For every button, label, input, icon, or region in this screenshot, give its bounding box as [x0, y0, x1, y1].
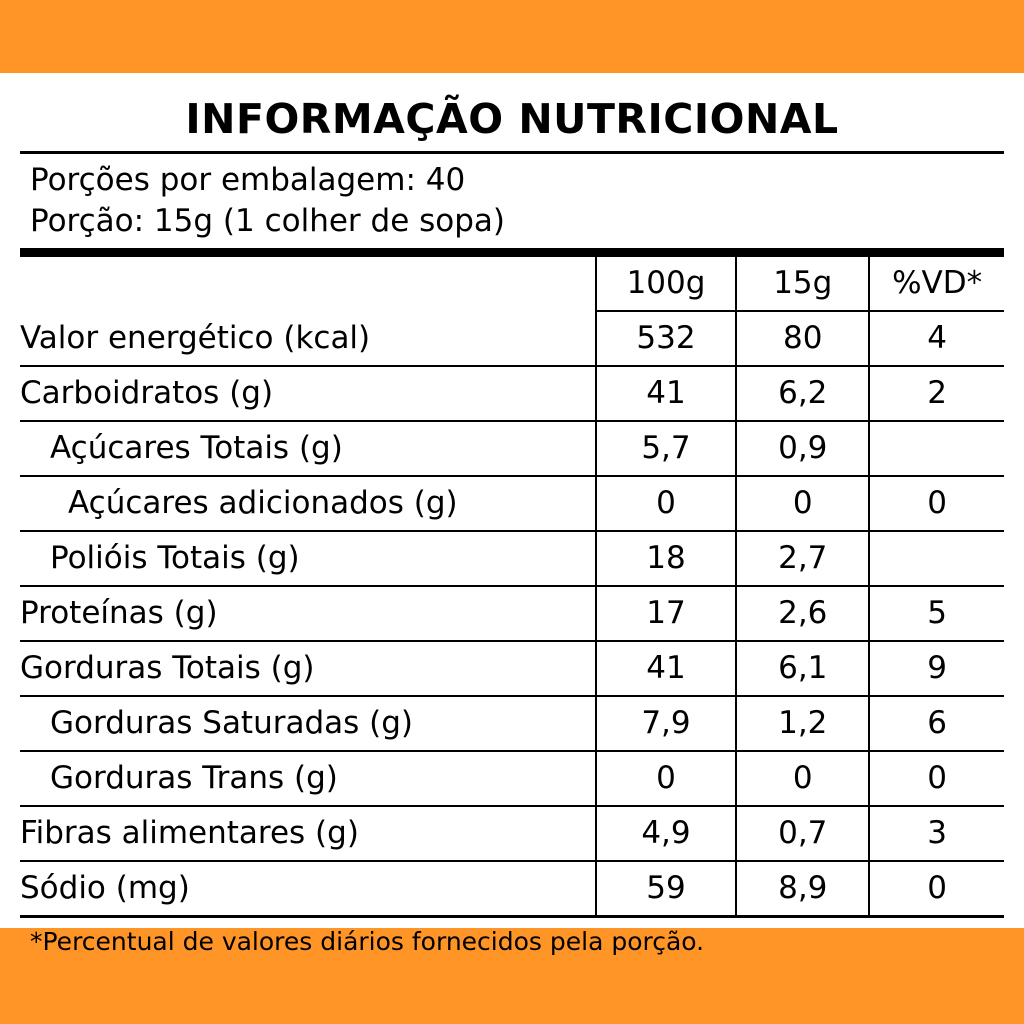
value-per-100g: 7,9	[596, 696, 737, 751]
value-daily-percent: 3	[869, 806, 1004, 861]
nutrient-name: Gorduras Totais (g)	[20, 641, 596, 696]
nutrient-name: Proteínas (g)	[20, 586, 596, 641]
value-daily-percent: 6	[869, 696, 1004, 751]
value-per-serving: 0,9	[736, 421, 869, 476]
table-row	[20, 366, 1004, 421]
value-per-serving: 6,2	[736, 366, 869, 421]
value-per-serving: 0,7	[736, 806, 869, 861]
nutrient-name: Fibras alimentares (g)	[20, 806, 596, 861]
value-per-serving: 0	[736, 751, 869, 806]
value-per-100g: 41	[596, 366, 737, 421]
value-per-100g: 4,9	[596, 806, 737, 861]
serving-size: Porção: 15g (1 colher de sopa)	[30, 203, 506, 240]
value-daily-percent: 5	[869, 586, 1004, 641]
table-row	[20, 476, 1004, 531]
nutrition-facts-label	[0, 73, 1024, 957]
page-title: INFORMAÇÃO NUTRICIONAL	[185, 95, 839, 143]
nutrient-name: Polióis Totais (g)	[20, 531, 596, 586]
value-per-serving: 6,1	[736, 641, 869, 696]
value-per-serving: 1,2	[736, 696, 869, 751]
nutrient-name: Açúcares Totais (g)	[20, 421, 596, 476]
table-header-row	[20, 257, 1004, 311]
value-daily-percent: 0	[869, 751, 1004, 806]
value-daily-percent	[869, 531, 1004, 586]
column-header-per-serving: 15g	[736, 257, 869, 311]
value-daily-percent	[869, 421, 1004, 476]
header-divider	[20, 248, 1004, 257]
value-daily-percent: 4	[869, 311, 1004, 366]
value-daily-percent: 2	[869, 366, 1004, 421]
table-row	[20, 806, 1004, 861]
value-daily-percent: 0	[869, 861, 1004, 917]
value-per-100g: 41	[596, 641, 737, 696]
column-header-daily-value: %VD*	[869, 257, 1004, 311]
column-header-nutrient	[20, 257, 596, 311]
nutrient-name: Gorduras Saturadas (g)	[20, 696, 596, 751]
value-per-100g: 17	[596, 586, 737, 641]
table-row	[20, 751, 1004, 806]
nutrition-table	[20, 257, 1004, 918]
footnote: *Percentual de valores diários fornecidos pela porção.	[30, 927, 705, 957]
value-per-100g: 0	[596, 751, 737, 806]
value-per-serving: 8,9	[736, 861, 869, 917]
nutrient-name: Gorduras Trans (g)	[20, 751, 596, 806]
nutrient-name: Sódio (mg)	[20, 861, 596, 917]
nutrient-name: Carboidratos (g)	[20, 366, 596, 421]
value-per-serving: 2,7	[736, 531, 869, 586]
table-row	[20, 861, 1004, 917]
value-per-serving: 80	[736, 311, 869, 366]
serving-information	[20, 160, 1004, 242]
nutrient-name: Açúcares adicionados (g)	[20, 476, 596, 531]
value-per-100g: 59	[596, 861, 737, 917]
value-per-100g: 0	[596, 476, 737, 531]
servings-per-package: Porções por embalagem: 40	[30, 162, 466, 199]
column-header-per-100g: 100g	[596, 257, 737, 311]
table-row	[20, 421, 1004, 476]
value-daily-percent: 0	[869, 476, 1004, 531]
table-row	[20, 531, 1004, 586]
table-row	[20, 696, 1004, 751]
table-row	[20, 311, 1004, 366]
value-per-100g: 5,7	[596, 421, 737, 476]
title-divider	[20, 151, 1004, 154]
value-per-100g: 532	[596, 311, 737, 366]
table-row	[20, 641, 1004, 696]
table-header	[20, 257, 1004, 311]
table-body	[20, 311, 1004, 917]
value-per-100g: 18	[596, 531, 737, 586]
value-per-serving: 0	[736, 476, 869, 531]
nutrient-name: Valor energético (kcal)	[20, 311, 596, 366]
table-row	[20, 586, 1004, 641]
value-per-serving: 2,6	[736, 586, 869, 641]
value-daily-percent: 9	[869, 641, 1004, 696]
